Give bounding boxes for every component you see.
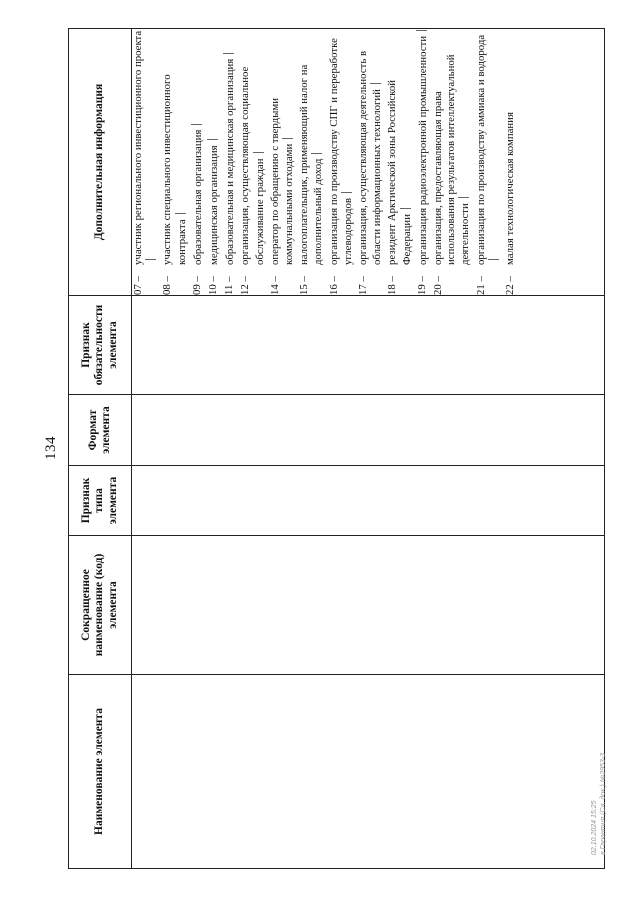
- list-item: [269, 29, 296, 295]
- document-stamp: [590, 753, 608, 855]
- info-text: организация по производству аммиака и водорода: [474, 34, 487, 265]
- list-item: [132, 29, 159, 295]
- info-text: налогоплательщик, применяющий налог на дополнительный доход: [298, 64, 325, 265]
- info-text: организация, предоставляющая права использования результатов интеллектуальной деятельности: [432, 54, 472, 265]
- list-item: [223, 29, 237, 295]
- specification-table: [68, 28, 605, 869]
- info-text: резидент Арктической зоны Российской Федерации: [386, 79, 413, 265]
- list-item: [191, 29, 205, 295]
- header-element-format: Формат элемента: [69, 395, 132, 466]
- list-item: [207, 29, 221, 295]
- info-code: 22 –: [504, 276, 517, 295]
- info-text: организация по производству СПГ и переработке углеводородов: [327, 38, 354, 265]
- info-code: 21 –: [474, 276, 487, 295]
- stamp-line-1: 02.10.2024 15:25: [591, 800, 598, 855]
- info-code: 07 –: [132, 276, 144, 295]
- list-item: [357, 29, 384, 295]
- info-code: 12 –: [239, 276, 252, 295]
- list-item: [328, 29, 355, 295]
- info-code: 18 –: [386, 276, 399, 295]
- info-text: малая технологическая компания: [504, 112, 517, 265]
- info-text: образовательная организация: [191, 129, 204, 265]
- list-item: [504, 29, 517, 295]
- list-item: [161, 29, 188, 295]
- info-text: участник регионального инвестиционного проекта: [132, 30, 144, 265]
- cell-required-flag: [132, 296, 605, 395]
- header-additional-info: Дополнительная информация: [69, 29, 132, 296]
- info-code: 15 –: [298, 276, 311, 295]
- table-row: [132, 29, 605, 869]
- header-short-name-code: Сокращенное наименование (код) элемента: [69, 536, 132, 675]
- info-text: организация, осуществляющая социальное обслуживание граждан: [239, 66, 266, 265]
- info-text: оператор по обращению с твердыми коммунальными отходами: [268, 98, 296, 265]
- info-code: 08 –: [161, 276, 174, 295]
- additional-info-list: [132, 29, 517, 295]
- info-code: 17 –: [357, 276, 370, 295]
- list-item: [432, 29, 473, 295]
- header-element-name: Наименование элемента: [69, 675, 132, 869]
- list-item: [298, 29, 325, 295]
- header-required-flag: Признак обязательности элемента: [69, 296, 132, 395]
- cell-additional-info: [132, 29, 605, 296]
- info-text: медицинская организация: [208, 145, 221, 265]
- info-code: 16 –: [327, 276, 340, 295]
- info-code: 11 –: [223, 276, 236, 295]
- stamp-line-2: в Гарантия (Сл. док.) №2953-3: [600, 752, 607, 855]
- info-code: 19 –: [415, 276, 428, 295]
- cell-element-format: [132, 395, 605, 466]
- cell-element-name: [132, 675, 605, 869]
- info-text: участник специального инвестиционного контракта: [161, 74, 188, 265]
- list-item: [386, 29, 413, 295]
- cell-short-name-code: [132, 536, 605, 675]
- info-code: 14 –: [268, 276, 281, 295]
- list-item: [239, 29, 266, 295]
- table-header-row: [69, 29, 132, 869]
- cell-element-type: [132, 466, 605, 536]
- info-code: 10 –: [207, 276, 220, 295]
- info-text: образовательная и медицинская организация: [224, 58, 237, 265]
- list-item: [416, 29, 430, 295]
- info-text: организация радиоэлектронной промышленности: [416, 35, 429, 265]
- info-code: 20 –: [432, 276, 445, 295]
- header-element-type: Признак типа элемента: [69, 466, 132, 536]
- info-code: 09 –: [190, 276, 203, 295]
- page-number: 134: [43, 436, 59, 460]
- info-text: организация, осуществляющая деятельность в области информационных технологий: [357, 50, 384, 265]
- list-item: [475, 29, 502, 295]
